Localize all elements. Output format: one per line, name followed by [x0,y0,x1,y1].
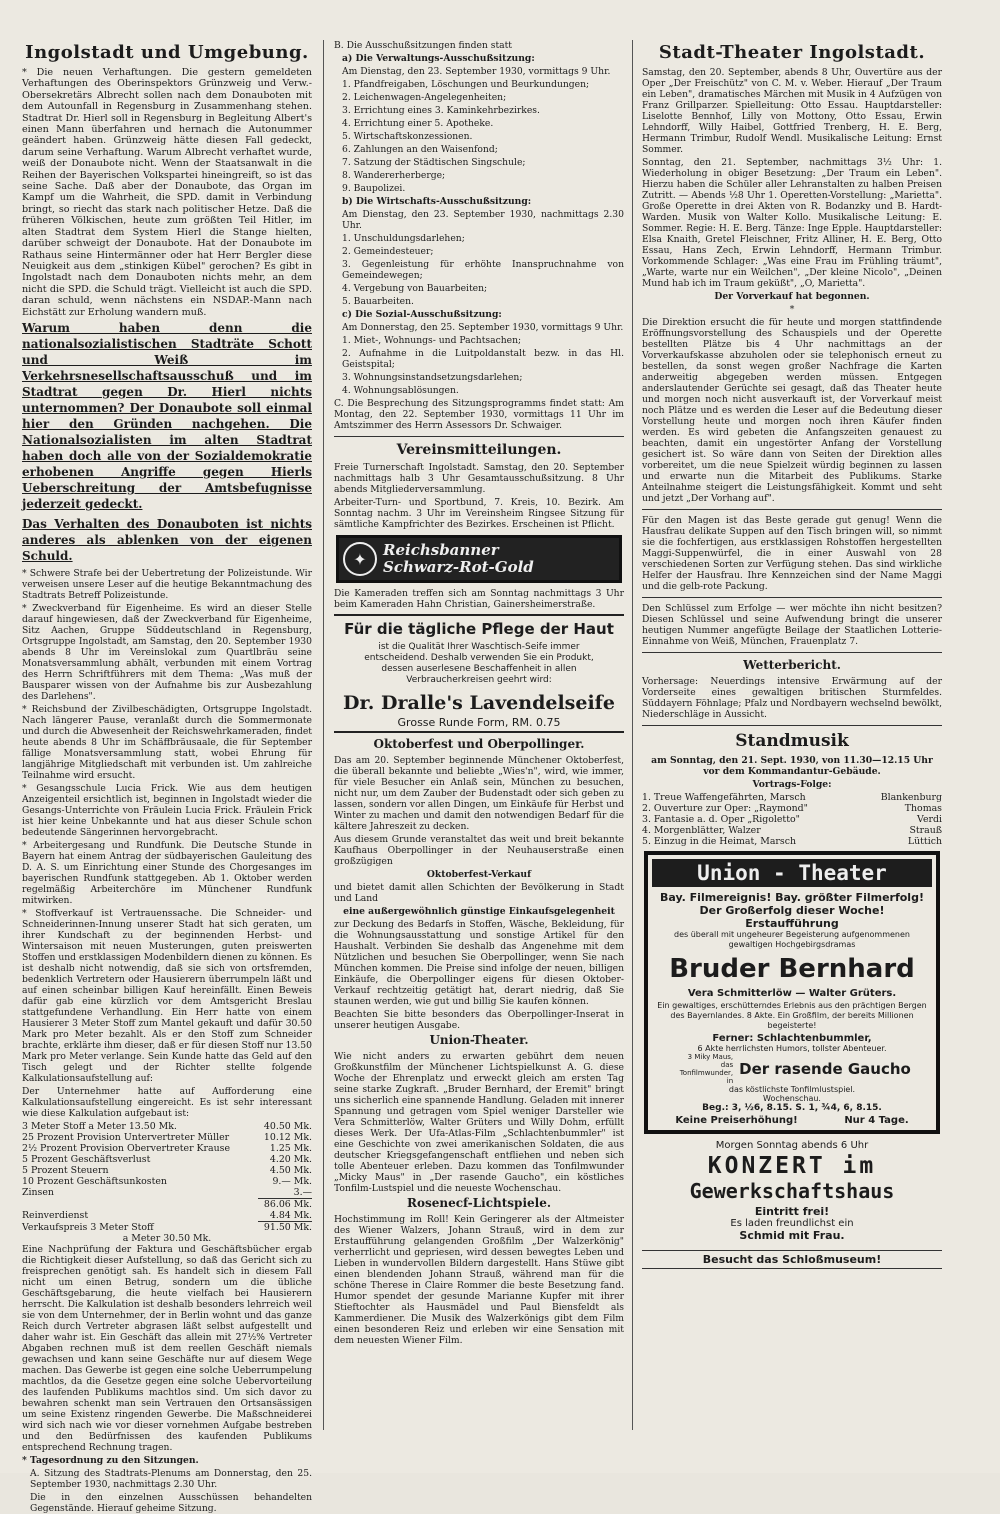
union-ad-title: Union - Theater [652,859,932,887]
union-ad-ferner: Ferner: Schlachtenbummler, [712,1033,872,1044]
list-item: 4. Wohnungsablösungen. [342,385,459,396]
oktoberfest-p5: eine außergewöhnlich günstige Einkaufsgelegenheit [343,906,615,917]
article-nachpruefung: Eine Nachprüfung der Faktura und Geschäftsbücher ergab die Richtigkeit dieser Aufstellung, so daß das Gericht sich zu freisprechen genötigt sah. Es handelt sich in diesem Fall nicht um einen Betrug, sondern um die übliche Geschäftsgebarung, die heute vielfach bei Hausierern herrscht. Die Kalkulation ist deshalb besonders lehrreich weil sie von dem Unternehmer, der in Berlin wohnt und das ganze Reich durch Vertreter abgrasen läßt selbst aufgestellt und daher wahr ist. Ein Geschäft das allein mit 27½% Vertreter Abgaben rechnen muß ist dem reellen Geschäft niemals gewachsen und kann seine Geschäfte nur auf diesem Wege machen. Das Gewerbe ist gegen eine solche Ueberrumpelung machtlos, da die Gesetze gegen eine solche Uebervorteilung des laufenden Publikums machtlos sind. Um sich davor zu bewahren schenkt man sein Vertrauen den Ortsansässigen um seine Existenz ringenden Gewerbe. Die Maßschneiderei wird sich nach wie vor dieser vornehmen Aufgabe bestreben und den Bedürfnissen des kaufenden Publikums entsprechend Rechnung tragen. [22,1243,312,1453]
verein-turnerschaft: Freie Turnerschaft Ingolstadt. Samstag, den 20. September nachmittags halb 3 Uhr Gesamtausschußsitzung. 8 Uhr abends Mitgliederversammlung. [334,462,624,495]
list-item: 8. Wandererherberge; [342,170,446,181]
theater-direktion: Die Direktion ersucht die für heute und morgen stattfindende Eröffnungsvorstellung des Schauspiels und der Operette bestellten Plätze bis 4 Uhr nachmittags an der Vorverkaufskasse abzuholen oder sie telephonisch erneut zu bestellen, da sonst wegen großer Nachfrage die Karten anderweitig abgegeben werden müssen. Entgegen anderslautender Gerüchte sei gesagt, daß das Theater heute und morgen noch nicht ausverkauft ist, der Vorverkauf meist noch Plätze und es werden die Leser auf die Bedeutung dieser Vorstellung heute und morgen noch ihren Käufer finden werden. Es wird gebeten die Anfangszeiten genauest zu beachten, damit ein ungestörter Anfang der Vorstellung gesichert ist. So wäre dann von Seiten der Direktion alles vorbereitet, um die neue Spielzeit würdig beginnen zu lassen und erwarte nun die Mitarbeit des Publikums. Starke Anteilnahme steigert die Leistungsfähigkeit. Kommt und seht und jetzt „Der Vorhang auf". [642,317,942,504]
table-row: Zinsen 3.— [22,1186,312,1199]
union-ad-footer [652,1115,932,1126]
union-ad-line-4: Ein gewaltiges, erschütterndes Erlebnis aus den prächtigen Bergen des Bayernlandes. 8 Akte. Ein Großfilm, der bereits Millionen begeisterte! [657,1001,927,1030]
ausschuss-intro: B. Die Ausschußsitzungen finden statt [334,40,512,51]
theater-sonntag: Sonntag, den 21. September, nachmittags 3½ Uhr: 1. Wiederholung in obiger Besetzung: „Der Traum ein Leben". Hierzu haben die Schüler aller Lehranstalten zu halben Preisen Zutritt. — Abends ½8 Uhr 1. Operetten-Vorstellung: „Marietta". Große Operette in drei Akten von R. Bodanzky und B. Hardt-Warden. Musik von Walter Kollo. Musikalische Leitung: E. Sommer. Regie: H. E. Berg. Tänze: Inge Epple. Hauptdarsteller: Elsa Knaith, Gretel Fleischner, Fritz Alliner, H. E. Berg, Otto Essau, Hans Zech, Erwin Lehndorff, Hermann Trimbur. Vorkommende Schlager: „Was eine Frau im Frühling träumt", „Warte, warte nur ein Weilchen", „Der kleine Nicolo", „Deinen Mund hab ich im Traum geküßt", „O, Marietta". [642,157,942,289]
union-ad-cast: Vera Schmitterlöw — Walter Grüters. [687,988,897,999]
list-item: 9. Baupolizei. [342,183,406,194]
roseneck-text: Hochstimmung im Roll! Kein Geringerer als der Altmeister des Wiener Walzers, Johann Strauß, wird in dem zur Erstaufführung gelangenden Großfilm „Der Walzerkönig" verherrlicht und gepriesen, wird dessen bewegtes Leben und Lieben in wundervollen Bildern dargestellt. Hans Stüwe gibt einen blendenden Johann Strauß, während man für die schöne Therese in Claire Rommer die beste Besetzung fand. Humor spendet der gesunde Marianne Kupfer mit ihrer Stieftochter als Hausmädel und Paul Biensfeldt als Kammerdiener. Die Musik des Walzerkönigs gibt dem Film einen besonderen Reiz und erleben wir eine Sensation mit dem neuesten Wiener Film. [334,1214,624,1346]
union-ad-wochenschau: Wochenschau. [763,1094,821,1103]
union-ad-line-3: des überall mit ungeheurer Begeisterung aufgenommenen gewaltigen Hochgebirgsdramas [674,930,910,949]
oktoberfest-p6: zur Deckung des Bedarfs in Stoffen, Wäsche, Bekleidung, für die Wohnungsausstattung und sonstige Artikel für den Haushalt. Verbinden Sie deshalb das Angenehme mit dem Nützlichen und besuchen Sie Oberpollinger, wenn Sie nach München kommen. Die Preise sind infolge der neuen, billigen Einkäufe, die Oberpollinger eigens für diesen Oktober-Verkauf rechtzeitig getätigt hat, derart niedrig, daß Sie staunen werden, wie gut und billig Sie kaufen können. [334,919,624,1007]
section-title-vereine: Vereinsmitteilungen. [396,442,562,458]
verwaltung-title: a) Die Verwaltungs-Ausschußsitzung: [342,53,535,64]
table-row: 2½ Prozent Provision Obervertreter Krause 1.25 Mk. [22,1142,312,1154]
article-reichsbund: * Reichsbund der Zivilbeschädigten, Ortsgruppe Ingolstadt. Nach längerer Pause, veranlaßt durch die Sommermonate und durch die Abwesenheit der Reichswehrkameraden, findet heute abends 8 Uhr im Schäffbräusaale, die für September fällige Monatsversammlung statt, wobei Ehrung für langjährige Mitgliedschaft mit verbunden ist. Um zahlreiche Teilnahme wird ersucht. [22,703,312,781]
union-theater-text: Wie nicht anders zu erwarten gebührt dem neuen Großkunstfilm der Münchener Lichtspielkunst A. G. diese Woche der Ehrenplatz und erweckt gleich am ersten Tag seine starke Zugkraft. „Bruder Bernhard, der Eremit" bringt uns sicherlich eine spannende Handlung. Geladen mit innerer Spannung und getragen vom Spiel weniger Darsteller wie Vera Schmitterlöw, Walter Grüters und Willy Dohm, erfüllt dieses Werk. Der Ufa-Atlas-Film „Schlachtenbummler" ist eine Geschichte von zwei amerikanischen Soldaten, die aus deutscher Kriegsgefangenschaft entfliehen und neben sich tolle Abenteuer erleben. Dazu kommen das Tonfilmwunder „Micky Maus" in „Der rasende Gaucho", ein köstliches Tonfilm-Lustspiel und die neueste Wochenschau. [334,1051,624,1194]
column-3 [642,40,942,1440]
union-ad-line-5: 6 Akte herrlichsten Humors, tollster Abenteuer. [697,1044,887,1053]
table-row: 2. Ouverture zur Oper: „Raymond" Thomas [642,803,942,814]
table-sum-row: 86.06 Mk. [22,1198,312,1210]
wetterbericht-title: Wetterbericht. [743,658,841,672]
union-ad-line-6: das köstlichste Tonfilmlustspiel. [728,1085,856,1094]
standmusik-program [642,792,942,847]
list-item: 7. Satzung der Städtischen Singschule; [342,157,526,168]
list-item: 5. Wirtschaftskonzessionen. [342,131,473,142]
table-row: 1. Treue Waffengefährten, Marsch Blankenburg [642,792,942,803]
verwaltung-date: Am Dienstag, den 23. September 1930, vormittags 9 Uhr. [342,66,611,77]
column-1 [22,40,312,1514]
divider [642,509,942,510]
eagle-icon: ✦ [343,542,377,576]
standmusik-title: Standmusik [735,731,849,751]
list-item: 1. Pfandfreigaben, Löschungen und Beurkundungen; [342,79,590,90]
column-2 [334,40,624,1440]
banner-line-1: Reichsbanner [383,541,499,559]
article-sitzung-a: A. Sitzung des Stadtrats-Plenums am Donnerstag, den 25. September 1930, nachmittags 2.30 Uhr. [30,1467,312,1490]
section-title-stadttheater: Stadt-Theater Ingolstadt. [658,42,926,63]
soap-ad-headline: Für die tägliche Pflege der Haut [344,620,614,638]
oktoberfest-p3: Oktoberfest-Verkauf [426,869,532,880]
konzert-place: Gewerkschaftshaus [689,1179,895,1203]
standmusik-sub: am Sonntag, den 21. Sept. 1930, von 11.30—12.15 Uhr vor dem Kommandantur-Gebäude. [651,755,933,777]
article-sitzung-a-note: Die in den einzelnen Ausschüssen behandelten Gegenstände. Hierauf geheime Sitzung. [30,1491,312,1514]
calculation-table [22,1121,312,1244]
wetterbericht-text: Vorhersage: Neuerdings intensive Erwärmung auf der Vorderseite eines gewaltigen britischen Sturmfeldes. Süddayern Föhnlage; Pfalz und Nordbayern wechselnd bewölkt, Niederschläge in Aussicht. [642,676,942,720]
list-item: 3. Gegenleistung für erhöhte Inanspruchnahme von Gemeindewegen; [342,259,624,281]
article-quote-1: Warum haben denn die nationalsozialistischen Stadträte Schott und Weiß im Verkehrsnesellschaftsausschuß und im Stadtrat gegen Dr. Hierl nichts unternommen? Der Donaubote soll einmal hier den Gründen nachgehen. Die Nationalsozialisten im alten Stadtrat haben doch alle von der Sozialdemokratie erhobenen Angriffe gegen Hierls Ueberschreitung der Amtsbefugnisse jederzeit gedeckt. [22,320,312,511]
table-row: 4. Morgenblätter, Walzer Strauß [642,825,942,836]
article-zweckverband: * Zweckverband für Eigenheime. Es wird an dieser Stelle darauf hingewiesen, daß der Zweckverband für Eigenheime, Sitz Aachen, Gruppe Süddeutschland in Regensburg, Ortsgruppe Ingolstadt, am Samstag, den 20. September 1930 abends 8 Uhr im Vereinslokal zum Quartlbräu seine Monatsversammlung abhält, verbunden mit einem Vortrag des Herrn Schriftführers mit dem Thema: „Was muß der Bausparer wissen von der Aufnahme bis zur Ausbezahlung des Darlehens". [22,602,312,702]
article-tagesordnung: * Tagesordnung zu den Sitzungen. [22,1454,199,1466]
column-rule-1 [323,40,324,1430]
table-row: 5 Prozent Geschäftsverlust 4.20 Mk. [22,1153,312,1165]
oktoberfest-p1: Das am 20. September beginnende Münchener Oktoberfest, die überall bekannte und beliebte „Wies'n", wird, wie immer, für viele Besucher ein Anlaß sein, München zu besuchen, nicht nur, um dem Zauber der Budenstadt oder sich geben zu lassen, sondern vor allen Dingen, um Einkäufe für Herbst und Winter zu machen und damit den notwendigen Bedarf für die kältere Jahreszeit zu decken. [334,755,624,832]
list-item: 5. Bauarbeiten. [342,296,414,307]
schlossmuseum-notice: Besucht das Schloßmuseum! [642,1250,942,1269]
section-title-ingolstadt: Ingolstadt und Umgebung. [25,42,309,63]
separator-star: * [789,304,795,315]
table-row: 3. Fantasie a. d. Oper „Rigoletto" Verdi [642,814,942,825]
article-polizeistunde: * Schwere Strafe bei der Uebertretung der Polizeistunde. Wir verweisen unsere Leser auf die heutige Bekanntmachung des Stadtrats Betreff Polizeistunde. [22,567,312,601]
article-rundfunk: * Arbeitergesang und Rundfunk. Die Deutsche Stunde in Bayern hat einem Antrag der südbayerischen Gauleitung des D. A. S. um Einrichtung einer Stunde des Chorgesanges im bayerischen Rundfunk stattgegeben. Ab 1. Oktober werden regelmäßig Arbeiterchöre im Münchener Rundfunk mitwirken. [22,839,312,906]
divider [642,652,942,653]
oktoberfest-p7: Beachten Sie bitte besonders das Oberpollinger-Inserat in unserer heutigen Ausgabe. [334,1009,624,1031]
oktoberfest-title: Oktoberfest und Oberpollinger. [373,737,585,751]
theater-samstag: Samstag, den 20. September, abends 8 Uhr, Ouvertüre aus der Oper „Der Freischütz" von C. M. v. Weber. Hierauf „Der Traum ein Leben", dramatisches Märchen mit Musik in 4 Aufzügen von Franz Grillparzer. Spielleitung: Otto Essau. Hauptdarsteller: Liselotte Bennhof, Lilly von Mottony, Otto Essau, Erwin Lehndorff, Willy Haibel, Gottfried Trenberg, H. E. Berg, Hermann Trimbur, Rudolf Wendl. Musikalische Leitung: Ernst Sommer. [642,67,942,155]
union-ad-nur: Nur 4 Tage. [844,1115,909,1126]
divider [642,725,942,726]
table-row: 10 Prozent Geschäftsunkosten 9.— Mk. [22,1175,312,1187]
list-item: 4. Errichtung einer 5. Apotheke. [342,118,494,129]
table-row: 3 Meter Stoff a Meter 13.50 Mk. 40.50 Mk. [22,1120,312,1132]
table-row: 5 Prozent Steuern 4.50 Mk. [22,1164,312,1176]
union-theater-title: Union-Theater. [429,1033,529,1047]
standmusik-folge: Vortrags-Folge: [752,779,832,790]
union-ad-keine: Keine Preiserhöhung! [675,1115,798,1126]
table-row: a Meter 30.50 Mk. [122,1232,212,1244]
soap-ad-form: Grosse Runde Form, RM. 0.75 [397,716,561,729]
verein-sportbund: Arbeiter-Turn- und Sportbund, 7. Kreis, 10. Bezirk. Am Sonntag nachm. 3 Uhr im Vereinsheim Ringsee Sitzung für sämtliche Kampfrichter des Bezirkes. Erscheinen ist Pflicht. [334,497,624,530]
list-item: 6. Zahlungen an den Waisenfond; [342,144,498,155]
roseneck-title: Rosenecf-Lichtspiele. [406,1196,552,1210]
union-theater-ad [644,851,940,1134]
column-rule-2 [632,40,633,1430]
union-ad-gaucho: Der rasende Gaucho [739,1060,911,1078]
article-quote-2: Das Verhalten des Donauboten ist nichts anderes als ablenken von der eigenen Schuld. [22,516,312,563]
article-stoffverkauf: * Stoffverkauf ist Vertrauenssache. Die Schneider- und Schneiderinnen-Innung unserer Stadt hat sich geraten, um ihrer Kundschaft zu der beginnenden Herbst- und Wintersaison mit neuen Musterungen, guten preiswerten Stoffen und erstklassigen Modenbildern dienen zu können. Es ist deshalb nicht notwendig, daß sie sich von ortsfremden, bedenklich Vertretern oder Hausierern überrumpeln läßt und auf einen scheinbar billigen Kauf hereinfällt. Einen Beweis dafür gab eine kürzlich vor dem Amtsgericht Breslau stattgefundene Verhandlung. Ein Herr hatte von einem Hausierer 3 Meter Stoff zum Mantel gekauft und dafür 30.50 Mark pro Meter bezahlt. Als er den Stoff zum Schneider brachte, erklärte ihm dieser, daß er für diesen Stoff nur 13.50 Mark pro Meter verlange. Sein Kunde hatte das Geld auf den Tisch gelegt und der Richter stellte folgende Kalkulationsaufstellung auf: [22,907,312,1084]
list-item: 2. Leichenwagen-Angelegenheiten; [342,92,507,103]
besprechung: C. Die Besprechung des Sitzungsprogramms findet statt: Am Montag, den 22. September 1930, vormittags 11 Uhr im Amtszimmer des Herrn Assessors Dr. Schwaiger. [334,398,624,431]
union-ad-line-2: Der Großerfolg dieser Woche! Erstaufführung [699,904,885,930]
article-gesangsschule: * Gesangsschule Lucia Frick. Wie aus dem heutigen Anzeigenteil ersichtlich ist, beginnen in Ingolstadt wieder die Gesangs-Unterrichte von Fräulein Lucia Frick. Fräulein Frick ist hier keine Unbekannte und hat aus dieser Schule schon bedeutende Sängerinnen hervorgebracht. [22,782,312,838]
table-row: Reinverdienst 4.84 Mk. [22,1209,312,1222]
article-kalkulation-intro: Der Unternehmer hatte auf Aufforderung eine Kalkulationsaufstellung eingereicht. Es ist sehr interessant wie diese Kalkulation aufgebaut ist: [22,1085,312,1119]
soap-ad-body: ist die Qualität Ihrer Waschtisch-Seife immer entscheidend. Deshalb verwenden Sie ein Produkt, dessen auserlesene Beschaffenheit in allen Verbraucherkreisen geehrt wird: [364,642,594,685]
maggi-notice: Für den Magen ist das Beste gerade gut genug! Wenn die Hausfrau delikate Suppen auf den Tisch bringen will, so nimmt sie die fochfertigen, aus erstklassigen Rohstoffen hergestellten Maggi-Suppenwürfel, die in einer Auswahl von 28 verschiedenen Sorten zur Verfügung stehen. Das sind wirkliche Helfer der Hausfrau. Ihre Kennzeichen sind der Name Maggi und die gelb-rote Packung. [642,515,942,592]
list-item: 3. Wohnungsinstandsetzungsdarlehen; [342,372,523,383]
list-item: 4. Vergebung von Bauarbeiten; [342,283,488,294]
table-row: 5. Einzug in die Heimat, Marsch Lüttich [642,836,942,847]
banner-note: Die Kameraden treffen sich am Sonntag nachmittags 3 Uhr beim Kameraden Hahn Christian, Gainersheimerstraße. [334,588,624,610]
soap-ad [334,614,624,733]
wirtschaft-date: Am Dienstag, den 23. September 1930, nachmittags 2.30 Uhr. [342,209,624,231]
konzert-host: Schmid mit Frau. [739,1229,845,1242]
konzert-ad [642,1140,942,1269]
reichsbanner-badge [336,535,622,583]
list-item: 2. Gemeindesteuer; [342,246,434,257]
banner-line-2: Schwarz-Rot-Gold [383,558,534,576]
oktoberfest-p2: Aus diesem Grunde veranstaltet das weit und breit bekannte Kaufhaus Oberpollinger in der Neuhauserstraße einen großzügigen [334,834,624,867]
union-ad-times: Beg.: 3, ½6, 8.15. S. 1, ¾4, 6, 8.15. [702,1103,882,1113]
table-row: 25 Prozent Provision Untervertreter Müller 10.12 Mk. [22,1131,312,1143]
sozial-title: c) Die Sozial-Ausschußsitzung: [342,309,502,320]
divider [334,436,624,437]
wirtschaft-title: b) Die Wirtschafts-Ausschußsitzung: [342,196,532,207]
union-ad-film: Bruder Bernhard [669,954,915,984]
union-ad-gaucho-row [652,1053,932,1085]
list-item: 1. Miet-, Wohnungs- und Pachtsachen; [342,335,522,346]
theater-vorverkauf: Der Vorverkauf hat begonnen. [714,291,870,302]
union-ad-line-1: Bay. Filmereignis! Bay. größter Filmerfolg! [660,891,924,904]
sozial-date: Am Donnerstag, den 25. September 1930, vormittags 9 Uhr. [342,322,624,333]
divider [642,597,942,598]
konzert-top: Morgen Sonntag abends 6 Uhr [715,1140,869,1151]
article-verhaftungen: * Die neuen Verhaftungen. Die gestern gemeldeten Verhaftungen des Oberinspektors Grünzweig und Verw.-Obersekretärs Albrecht sollen nach dem Donauboten mit dem Autounfall in Regensburg in Zusammenhang stehen. Stadtrat Dr. Hierl soll in Regensburg in Begleitung Albert's einen Mann überfahren und hernach die Autonummer geändert haben. Grünzweig hätte diesen Fall gedeckt, darum seine Verhaftung. Warum Albrecht verhaftet wurde, weiß der Donaubote nicht. Wenn der Staatsanwalt in die Reihen der Bayerischen Volkspartei hineingreift, so ist das seine Sache. Daß aber der Donaubote, das Organ im Kampf um die Wahrheit, die SPD. damit in Verbindung bringt, so riecht das stark nach politischer Hetze. Daß die früheren Völkischen, heute zum größten Teil Hitler, im alten Stadtrat dem System Hierl die Stange hielten, darüber schweigt der Donaubote. Hat der Donaubote im Rathaus seine Hintermänner oder hat Herr Bergler diese Neuigkeit aus dem „stinkigen Kübel" gerochen? Es gibt in Ingolstadt nach dem Donauboten nichts mehr, an dem nicht die SPD. die Schuld trägt. Vielleicht ist auch die SPD. daran schuld, wenn nächstens ein NSDAP.-Mann nach Eichstätt zur Erholung wandern muß. [22,67,312,318]
soap-ad-brand: Dr. Dralle's Lavendelseife [343,692,615,714]
konzert-title: KONZERT im [707,1153,877,1179]
oktoberfest-p4: und bietet damit allen Schichten der Bevölkerung in Stadt und Land [334,882,624,904]
konzert-frei: Eintritt frei! [754,1205,830,1218]
list-item: 3. Errichtung eines 3. Kaminkehrbezirkes. [342,105,540,116]
list-item: 2. Aufnahme in die Luitpoldanstalt bezw. in das Hl. Geistspital; [342,348,624,370]
konzert-invite: Es laden freundlichst ein [730,1218,854,1229]
table-total-row: Verkaufspreis 3 Meter Stoff 91.50 Mk. [22,1221,312,1233]
lotterie-notice: Den Schlüssel zum Erfolge — wer möchte ihn nicht besitzen? Diesen Schlüssel und seine Aufwendung bringt die unserer heutigen Nummer angefügte Beilage der Staatlichen Lotterie-Einnahme von Weiß, München, Frauenplatz 7. [642,603,942,647]
list-item: 1. Unschuldungsdarlehen; [342,233,465,244]
union-ad-micky: 3 Miky Maus, das Tonfilmwunder, in [679,1053,734,1085]
